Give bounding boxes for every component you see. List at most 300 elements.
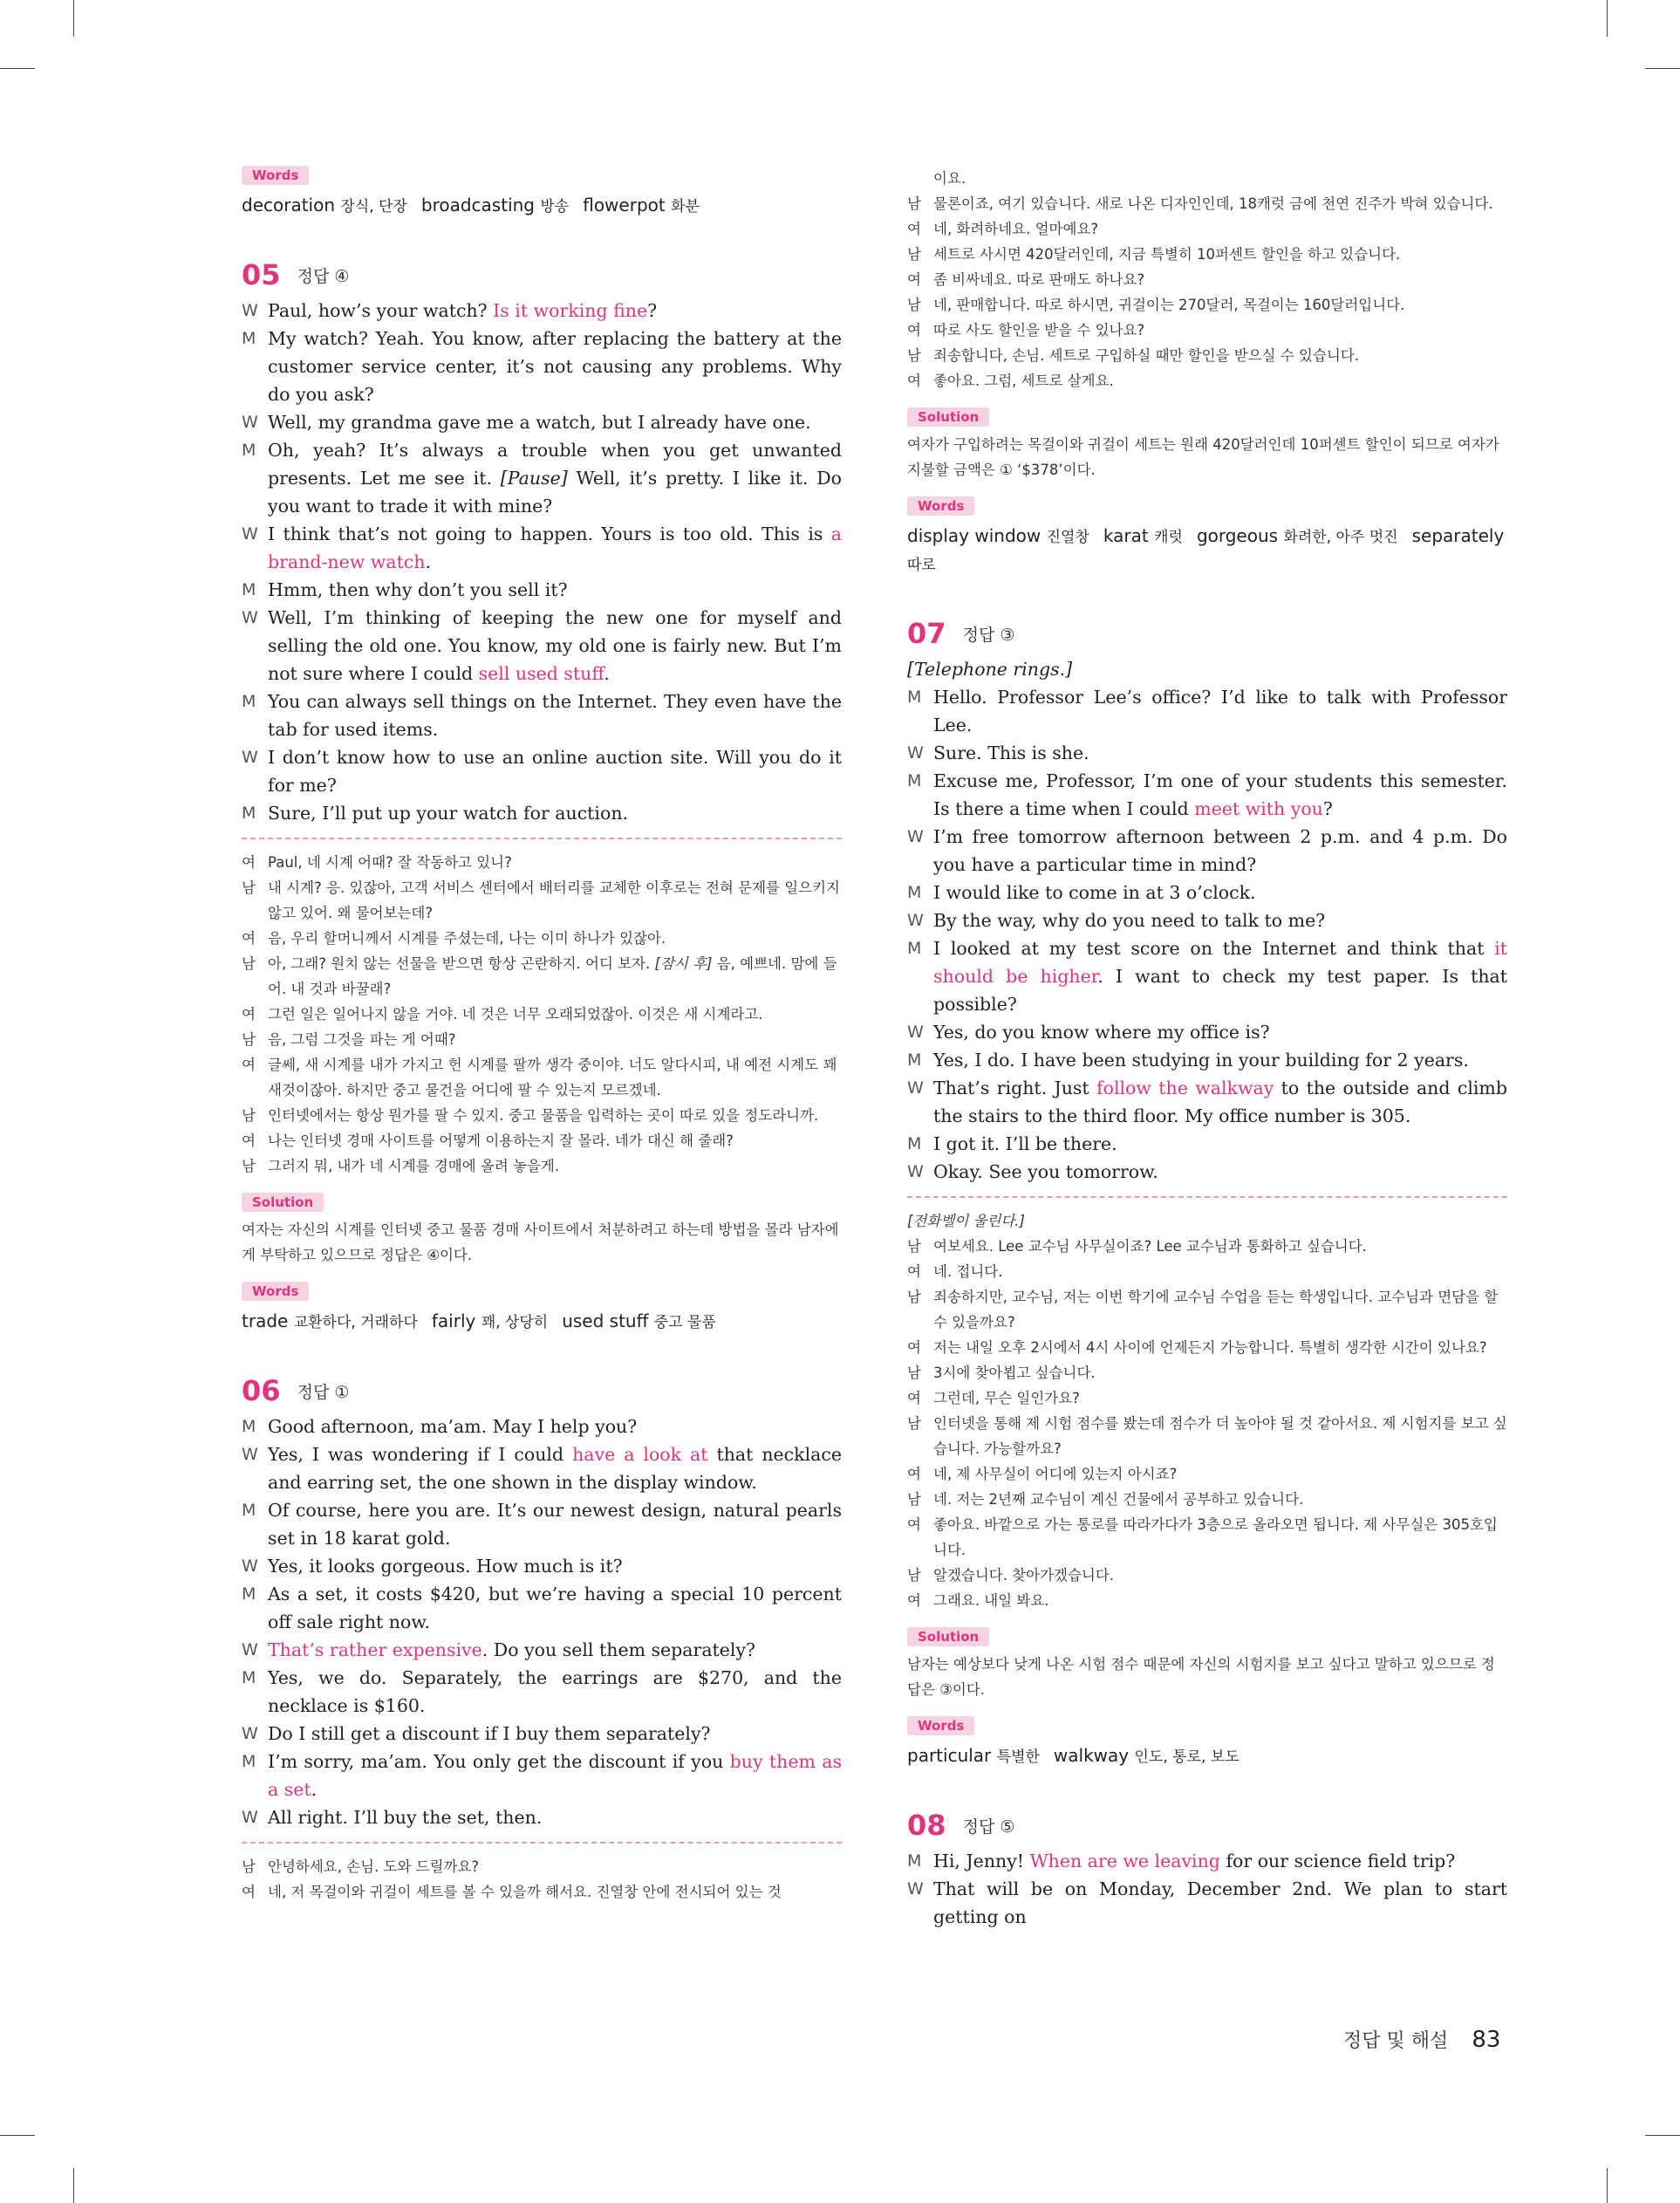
- text-run: Hmm, then why don’t you sell it?: [268, 579, 568, 600]
- line-text: [268, 1552, 842, 1580]
- dialogue-line: [907, 1018, 1507, 1046]
- line-text: [933, 318, 1507, 343]
- line-text: [933, 1360, 1507, 1385]
- text-run: 내 시계? 응. 있잖아, 고객 서비스 센터에서 배터리를 교체한 이후로는 전혀 문제를 일으키지 않고 있어. 왜 물어보는데?: [268, 879, 840, 921]
- korean-line: [907, 343, 1507, 368]
- dialogue-line: [242, 1552, 842, 1580]
- dialogue-line: [242, 743, 842, 799]
- text-run: .: [311, 1779, 318, 1800]
- speaker-label: 여: [242, 930, 256, 947]
- text-run: That will be on Monday, December 2nd. We plan to start getting on: [933, 1878, 1507, 1927]
- speaker-label: 여: [907, 373, 921, 389]
- line-text: [268, 799, 842, 827]
- dialogue-line: [242, 799, 842, 827]
- speaker-label: M: [907, 1134, 922, 1153]
- line-text: [268, 1413, 842, 1440]
- speaker-label: M: [242, 1501, 256, 1520]
- crop-mark: [0, 2135, 35, 2136]
- line-text: [933, 1074, 1507, 1130]
- words-section-top: [242, 166, 842, 220]
- stage-direction: [Telephone rings.]: [907, 659, 1073, 680]
- text-run: By the way, why do you need to talk to me?: [933, 910, 1326, 931]
- question-08-header: [907, 1809, 1507, 1842]
- text-run: I’m free tomorrow afternoon between 2 p.m. and 4 p.m. Do you have a particular time in mind?: [933, 826, 1507, 875]
- speaker-label: 여: [907, 221, 921, 237]
- q06-dialogue: [242, 1413, 842, 1831]
- text-run: 글쎄, 새 시계를 내가 가지고 헌 시계를 팔까 생각 중이야. 너도 알다시피, 내 예전 시계도 꽤 새것이잖아. 하지만 중고 물건을 어디에 팔 수 있는지 모르겠네.: [268, 1057, 837, 1098]
- q06-korean: [242, 1854, 842, 1905]
- text-run: All right. I’ll buy the set, then.: [268, 1807, 543, 1828]
- text-run: 3시에 찾아뵙고 싶습니다.: [933, 1365, 1096, 1381]
- word-ko: 진열창: [1046, 529, 1089, 546]
- dialogue-line: [242, 1496, 842, 1552]
- line-text: [933, 1411, 1507, 1461]
- text-run: Hello. Professor Lee’s office? I’d like to talk with Professor Lee.: [933, 687, 1507, 735]
- korean-line: [907, 1512, 1507, 1563]
- korean-line: [907, 1360, 1507, 1385]
- words-tag: Words: [907, 496, 974, 516]
- text-run: Sure, I’ll put up your watch for auction.: [268, 803, 629, 824]
- line-text: [933, 1158, 1507, 1186]
- text-run: 그런 일은 일어나지 않을 거야. 네 것은 너무 오래되었잖아. 이것은 새 시계라고.: [268, 1006, 763, 1023]
- words-list: [242, 1308, 842, 1336]
- korean-line: [907, 1284, 1507, 1335]
- text-run: I’m sorry, ma’am. You only get the discount if you: [268, 1751, 730, 1772]
- dialogue-line: [242, 325, 842, 408]
- speaker-label: 남: [907, 1289, 921, 1305]
- page-number: 83: [1472, 2026, 1501, 2053]
- solution-text: 여자가 구입하려는 목걸이와 귀걸이 세트는 원래 420달러인데 10퍼센트 할인이 되므로 여자가 지불할 금액은 ① ‘$378’이다.: [907, 436, 1499, 478]
- korean-line: [242, 875, 842, 926]
- q07-words: [907, 1716, 1507, 1770]
- korean-line: [907, 1411, 1507, 1461]
- speaker-label: 남: [907, 1238, 921, 1255]
- answer-label: 정답 ③: [962, 625, 1015, 645]
- word-en: display window: [907, 525, 1041, 546]
- text-run: 물론이죠, 여기 있습니다. 새로 나온 디자인인데, 18캐럿 금에 천연 진주가 박혀 있습니다.: [933, 195, 1493, 212]
- word-en: flowerpot: [583, 195, 666, 216]
- korean-line: [907, 1563, 1507, 1588]
- text-run: I don’t know how to use an online auction site. Will you do it for me?: [268, 747, 842, 796]
- speaker-label: 남: [242, 1031, 256, 1048]
- text-run: Yes, I do. I have been studying in your building for 2 years.: [933, 1050, 1469, 1071]
- text-run: .: [425, 551, 432, 572]
- speaker-label: 여: [242, 854, 256, 871]
- text-run: 아, 그래? 원치 않는 선물을 받으면 항상 곤란하지. 어디 보자.: [268, 955, 655, 972]
- korean-line: [242, 850, 842, 875]
- speaker-label: 남: [907, 195, 921, 212]
- highlight-phrase: sell used stuff: [478, 663, 604, 684]
- text-run: 네. 접니다.: [933, 1263, 1003, 1280]
- dialogue-line: [242, 1413, 842, 1440]
- line-text: [933, 343, 1507, 368]
- text-run: 좋아요. 바깥으로 가는 통로를 따라가다가 3층으로 올라오면 됩니다. 제 사무실은 305호입니다.: [933, 1516, 1498, 1558]
- question-07-header: [907, 617, 1507, 650]
- crop-mark: [0, 68, 35, 69]
- text-run: I looked at my test score on the Internet and think that: [933, 938, 1495, 959]
- text-run: 네, 제 사무실이 어디에 있는지 아시죠?: [933, 1466, 1178, 1482]
- dialogue-line: [242, 1580, 842, 1636]
- korean-line: [907, 368, 1507, 393]
- line-text: [268, 951, 842, 1002]
- words-list: [242, 192, 842, 220]
- text-run: I would like to come in at 3 o’clock.: [933, 882, 1256, 903]
- text-run: 좋아요. 그럼, 세트로 살게요.: [933, 373, 1114, 389]
- korean-line: [907, 267, 1507, 292]
- speaker-label: 여: [907, 271, 921, 288]
- dialogue-line: [242, 576, 842, 604]
- line-text: [933, 683, 1507, 739]
- speaker-label: 남: [907, 1365, 921, 1381]
- speaker-label: M: [242, 1417, 256, 1436]
- right-column: [907, 166, 1507, 1931]
- speaker-label: M: [242, 804, 256, 823]
- line-text: [933, 292, 1507, 318]
- crop-mark: [73, 0, 74, 37]
- line-text: [268, 688, 842, 743]
- line-text: [268, 576, 842, 604]
- speaker-label: 여: [907, 1592, 921, 1609]
- highlight-phrase: buy them as a set: [268, 1751, 843, 1800]
- speaker-label: 여: [907, 1466, 921, 1482]
- text-run: to the outside and climb the stairs to the third floor. My office number is 305.: [933, 1078, 1507, 1126]
- text-run: 따로 사도 할인을 받을 수 있나요?: [933, 322, 1145, 339]
- text-run: Paul, 네 시계 어때? 잘 작동하고 있니?: [268, 854, 512, 871]
- line-text: [268, 875, 842, 926]
- speaker-label: W: [242, 413, 258, 432]
- speaker-label: W: [907, 1162, 924, 1181]
- line-text: [933, 242, 1507, 267]
- text-run: My watch? Yeah. You know, after replacing the battery at the customer service center, it’s not causing any problems. Why do you ask?: [268, 328, 842, 405]
- line-text: [268, 1103, 842, 1128]
- solution-tag: Solution: [907, 1627, 989, 1646]
- korean-line: [907, 166, 1507, 191]
- crop-mark: [73, 2168, 74, 2203]
- question-number: 06: [242, 1374, 281, 1407]
- speaker-label: W: [242, 1640, 258, 1659]
- korean-line: [907, 216, 1507, 242]
- highlight-phrase: have a look at: [572, 1444, 708, 1465]
- word-ko: 특별한: [996, 1748, 1040, 1766]
- speaker-label: M: [907, 688, 922, 707]
- line-text: [268, 1879, 842, 1905]
- speaker-label: M: [907, 1851, 922, 1871]
- dialogue-line: [907, 1074, 1507, 1130]
- text-run: That’s right. Just: [933, 1078, 1097, 1098]
- korean-line: [907, 1335, 1507, 1360]
- text-run: 알겠습니다. 찾아가겠습니다.: [933, 1567, 1115, 1584]
- dialogue-line: [907, 683, 1507, 739]
- word-ko: 화분: [671, 198, 700, 216]
- dialogue-line: [242, 436, 842, 520]
- text-run: 네, 저 목걸이와 귀걸이 세트를 볼 수 있을까 해서요. 진열창 안에 전시되어 있는 것: [268, 1884, 782, 1900]
- line-text: [268, 850, 842, 875]
- line-text: [268, 408, 842, 436]
- speaker-label: 여: [907, 1263, 921, 1280]
- word-en: separately: [1411, 525, 1505, 546]
- text-run: 이요.: [933, 170, 966, 187]
- highlight-phrase: follow the walkway: [1096, 1078, 1274, 1098]
- word-en: used stuff: [562, 1310, 649, 1331]
- words-list: [907, 1742, 1507, 1770]
- line-text: [933, 1259, 1507, 1284]
- solution-tag: Solution: [907, 407, 989, 427]
- speaker-label: W: [242, 748, 258, 767]
- speaker-label: W: [242, 1556, 258, 1576]
- text-run: Yes, do you know where my office is?: [933, 1022, 1270, 1043]
- speaker-label: W: [907, 1023, 924, 1042]
- korean-line: [907, 1385, 1507, 1411]
- speaker-label: W: [242, 524, 258, 544]
- text-run: that necklace and earring set, the one shown in the display window.: [268, 1444, 842, 1493]
- line-text: [933, 1018, 1507, 1046]
- speaker-label: W: [907, 1078, 924, 1098]
- speaker-label: W: [907, 827, 924, 846]
- word-en: particular: [907, 1745, 992, 1766]
- text-run: 그러지 뭐, 내가 네 시계를 경매에 올려 놓을게.: [268, 1158, 560, 1174]
- text-run: ?: [647, 300, 658, 321]
- dialogue-line: [242, 1664, 842, 1720]
- line-text: [268, 1854, 842, 1879]
- line-text: [933, 267, 1507, 292]
- q05-dialogue: [242, 297, 842, 827]
- highlight-phrase: meet with you: [1194, 798, 1323, 819]
- q06-words: [907, 496, 1507, 578]
- question-05-header: [242, 258, 842, 291]
- line-text: [933, 1234, 1507, 1259]
- line-text: [268, 1664, 842, 1720]
- text-run: I think that’s not going to happen. Yours is too old. This is: [268, 523, 831, 544]
- word-ko: 캐럿: [1154, 529, 1183, 546]
- korean-line: [242, 1854, 842, 1879]
- highlight-phrase: When are we leaving: [1029, 1851, 1220, 1871]
- line-text: [268, 1496, 842, 1552]
- word-en: karat: [1103, 525, 1149, 546]
- text-run: I got it. I’ll be there.: [933, 1133, 1117, 1154]
- words-tag: Words: [242, 1282, 309, 1301]
- italic-phrase: [Pause]: [500, 468, 568, 489]
- solution-text: 남자는 예상보다 낮게 나온 시험 점수 때문에 자신의 시험지를 보고 싶다고 말하고 있으므로 정답은 ③이다.: [907, 1656, 1495, 1698]
- text-run: Okay. See you tomorrow.: [933, 1161, 1158, 1182]
- dialogue-line: [907, 767, 1507, 823]
- korean-line: [242, 1153, 842, 1179]
- line-text: [268, 325, 842, 408]
- korean-line: [907, 1234, 1507, 1259]
- line-text: [268, 1052, 842, 1103]
- speaker-label: W: [242, 608, 258, 627]
- line-text: [268, 1580, 842, 1636]
- korean-line: [907, 318, 1507, 343]
- text-run: 음, 예쁘네. 맘에 들어. 내 것과 바꿀래?: [268, 955, 837, 997]
- line-text: [933, 191, 1507, 216]
- korean-stage-direction: [전화벨이 울린다.]: [907, 1213, 1025, 1229]
- q07-dialogue: [907, 683, 1507, 1186]
- divider: [242, 838, 842, 839]
- line-text: [268, 1128, 842, 1153]
- q05-korean: [242, 850, 842, 1179]
- speaker-label: M: [907, 771, 922, 790]
- korean-line: [907, 1259, 1507, 1284]
- answer-label: 정답 ④: [297, 266, 350, 286]
- text-run: for our science field trip?: [1219, 1851, 1456, 1871]
- text-run: Yes, we do. Separately, the earrings are $270, and the necklace is $160.: [268, 1667, 842, 1716]
- word-ko: 인도, 통로, 보도: [1134, 1748, 1240, 1766]
- word-ko: 장식, 단장: [340, 198, 407, 216]
- divider: [242, 1842, 842, 1844]
- question-06-header: [242, 1374, 842, 1407]
- line-text: [933, 1847, 1507, 1875]
- text-run: You can always sell things on the Internet. They even have the tab for used items.: [268, 691, 842, 740]
- q07-solution: [907, 1627, 1507, 1702]
- crop-mark: [1607, 2168, 1608, 2203]
- dialogue-line: [907, 907, 1507, 934]
- left-column: [242, 166, 842, 1905]
- answer-label: 정답 ①: [297, 1382, 350, 1402]
- speaker-label: 남: [907, 297, 921, 313]
- text-run: Yes, I was wondering if I could: [268, 1444, 573, 1465]
- text-run: Paul, how’s your watch?: [268, 300, 494, 321]
- line-text: [933, 368, 1507, 393]
- q05-words: [242, 1282, 842, 1336]
- speaker-label: W: [907, 911, 924, 930]
- question-number: 08: [907, 1809, 946, 1842]
- text-run: Do I still get a discount if I buy them separately?: [268, 1723, 711, 1744]
- line-text: [933, 1046, 1507, 1074]
- speaker-label: 남: [242, 879, 256, 896]
- text-run: 네, 화려하네요. 얼마예요?: [933, 221, 1099, 237]
- text-run: 음, 우리 할머니께서 시계를 주셨는데, 나는 이미 하나가 있잖아.: [268, 930, 666, 947]
- line-text: [268, 520, 842, 576]
- line-text: [933, 166, 1507, 191]
- text-run: 죄송합니다, 손님. 세트로 구입하실 때만 할인을 받으실 수 있습니다.: [933, 347, 1360, 364]
- question-number: 05: [242, 258, 281, 291]
- speaker-label: 여: [242, 1884, 256, 1900]
- word-ko: 따로: [907, 557, 936, 574]
- italic-phrase: [잠시 후]: [654, 955, 713, 972]
- speaker-label: W: [907, 743, 924, 763]
- line-text: [268, 436, 842, 520]
- divider: [907, 1196, 1507, 1198]
- line-text: [933, 1563, 1507, 1588]
- text-run: 나는 인터넷 경매 사이트를 어떻게 이용하는지 잘 몰라. 네가 대신 해 줄래?: [268, 1132, 734, 1149]
- korean-line: [907, 1487, 1507, 1512]
- speaker-label: M: [242, 1584, 256, 1604]
- solution-text: 여자는 자신의 시계를 인터넷 중고 물품 경매 사이트에서 처분하려고 하는데 방법을 몰라 남자에게 부탁하고 있으므로 정답은 ④이다.: [242, 1221, 839, 1263]
- dialogue-line: [907, 934, 1507, 1018]
- text-run: 여보세요. Lee 교수님 사무실이죠? Lee 교수님과 통화하고 싶습니다.: [933, 1238, 1367, 1255]
- text-run: 좀 비싸네요. 따로 판매도 하나요?: [933, 271, 1145, 288]
- text-run: Excuse me, Professor, I’m one of your students this semester. Is there a time when I could: [933, 770, 1507, 819]
- korean-line: [907, 292, 1507, 318]
- speaker-label: M: [242, 329, 256, 348]
- line-text: [933, 767, 1507, 823]
- korean-line: [242, 926, 842, 951]
- korean-line: [907, 1588, 1507, 1613]
- text-run: 그런데, 무슨 일인가요?: [933, 1390, 1080, 1406]
- words-list: [907, 523, 1507, 578]
- korean-line: [242, 1002, 842, 1027]
- speaker-label: 여: [907, 1390, 921, 1406]
- korean-line: [242, 1027, 842, 1052]
- speaker-label: M: [907, 883, 922, 902]
- text-run: Hi, Jenny!: [933, 1851, 1030, 1871]
- text-run: Yes, it looks gorgeous. How much is it?: [268, 1556, 623, 1577]
- word-en: walkway: [1053, 1745, 1130, 1766]
- words-tag: Words: [242, 166, 309, 185]
- line-text: [268, 1720, 842, 1748]
- line-text: [268, 743, 842, 799]
- line-text: [933, 1588, 1507, 1613]
- dialogue-line: [242, 604, 842, 688]
- line-text: [268, 1440, 842, 1496]
- speaker-label: 남: [242, 1158, 256, 1174]
- speaker-label: 여: [242, 1006, 256, 1023]
- line-text: [933, 1130, 1507, 1158]
- korean-line: [242, 951, 842, 1002]
- speaker-label: 남: [907, 246, 921, 263]
- text-run: 네. 저는 2년째 교수님이 계신 건물에서 공부하고 있습니다.: [933, 1491, 1304, 1508]
- dialogue-line: [907, 1130, 1507, 1158]
- crop-mark: [1607, 0, 1608, 37]
- q08-dialogue: [907, 1847, 1507, 1931]
- korean-line: [242, 1128, 842, 1153]
- line-text: [268, 926, 842, 951]
- korean-line: [242, 1103, 842, 1128]
- line-text: [268, 297, 842, 325]
- footer-label: 정답 및 해설: [1343, 2030, 1449, 2052]
- line-text: [933, 879, 1507, 907]
- q06-solution: [907, 407, 1507, 482]
- word-ko: 중고 물품: [653, 1314, 716, 1331]
- dialogue-line: [907, 879, 1507, 907]
- text-run: 저는 내일 오후 2시에서 4시 사이에 언제든지 가능합니다. 특별히 생각한 시간이 있나요?: [933, 1339, 1487, 1356]
- speaker-label: 여: [242, 1057, 256, 1073]
- q05-solution: [242, 1193, 842, 1268]
- text-run: .: [604, 663, 610, 684]
- korean-line: [907, 1461, 1507, 1487]
- speaker-label: M: [907, 1050, 922, 1070]
- highlight-phrase: That’s rather expensive: [268, 1639, 482, 1660]
- speaker-label: 여: [907, 322, 921, 339]
- dialogue-line: [242, 520, 842, 576]
- dialogue-line: [242, 297, 842, 325]
- dialogue-line: [242, 1720, 842, 1748]
- text-run: Good afternoon, ma’am. May I help you?: [268, 1416, 638, 1437]
- speaker-label: M: [242, 692, 256, 711]
- text-run: 네, 판매합니다. 따로 하시면, 귀걸이는 270달러, 목걸이는 160달러입니다.: [933, 297, 1405, 313]
- korean-line: [907, 191, 1507, 216]
- speaker-label: M: [242, 580, 256, 599]
- speaker-label: W: [242, 301, 258, 320]
- text-run: As a set, it costs $420, but we’re having a special 10 percent off sale right now.: [268, 1584, 842, 1632]
- solution-tag: Solution: [242, 1193, 324, 1212]
- text-run: Sure. This is she.: [933, 742, 1089, 763]
- page-footer: [1343, 2026, 1500, 2053]
- line-text: [933, 1487, 1507, 1512]
- highlight-phrase: Is it working fine: [493, 300, 648, 321]
- korean-line: [242, 1052, 842, 1103]
- dialogue-line: [242, 688, 842, 743]
- text-run: 인터넷에서는 항상 뭔가를 팔 수 있지. 중고 물품을 입력하는 곳이 따로 있을 정도라니까.: [268, 1107, 819, 1124]
- speaker-label: M: [242, 1752, 256, 1771]
- korean-line: [242, 1879, 842, 1905]
- speaker-label: W: [907, 1879, 924, 1899]
- line-text: [268, 604, 842, 688]
- text-run: Well, it’s pretty. I like it. Do you want to trade it with mine?: [268, 468, 842, 517]
- text-run: 세트로 사시면 420달러인데, 지금 특별히 10퍼센트 할인을 하고 있습니다.: [933, 246, 1401, 263]
- text-run: ?: [1322, 798, 1333, 819]
- line-text: [933, 1461, 1507, 1487]
